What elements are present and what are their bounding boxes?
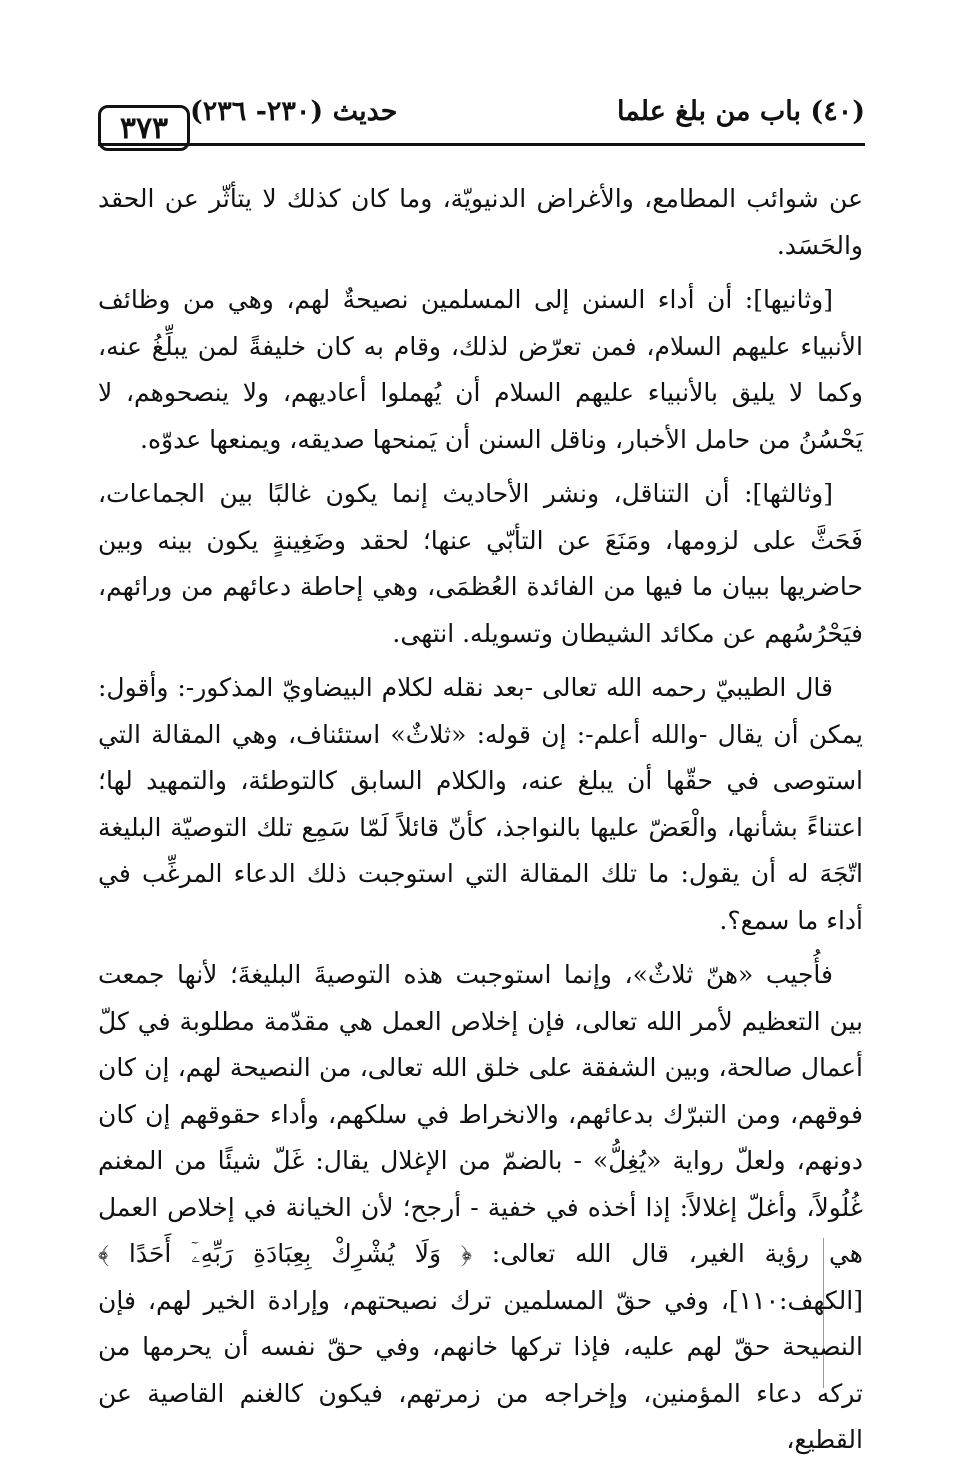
header-divider [98,143,865,146]
paragraph: [وثانيها]: أن أداء السنن إلى المسلمين نصيحةٌ لهم، وهي من وظائف الأنبياء عليهم السلام، فمن تعرّض لذلك، وقام به كان خليفةً لمن يبلِّغُ عنه، وكما لا يليق بالأنبياء عليهم السلام أن يُهملوا أعاديهم، ولا ينصحوهم، لا يَحْسُنُ من حامل الأخبار، وناقل السنن أن يَمنحها صديقه، ويمنعها عدوّه. [98,285,863,454]
hadith-range: حديث (٢٣٠- ٢٣٦) [190,96,398,127]
running-header [190,96,865,142]
paragraph: فأُجيب «هنّ ثلاثٌ»، وإنما استوجبت هذه التوصيةَ البليغةَ؛ لأنها جمعت بين التعظيم لأمر الله تعالى، فإن إخلاص العمل هي مقدّمة مطلوبة في كلّ أعمال صالحة، وبين الشفقة على خلق الله تعالى، من النصيحة لهم، إن كان فوقهم، ومن التبرّك بدعائهم، والانخراط في سلكهم، وأداء حقوقهم إن كان دونهم، ولعلّ رواية «يُغِلُّ» - بالضمّ من الإغلال يقال: غَلّ شيئًا من المغنم غُلُولاً، وأغلّ إغلالاً: إذا أخذه في خفية - أرجح؛ لأن الخيانة في إخلاص العمل هي رؤية الغير، قال الله تعالى: ﴿ وَلَا يُشْرِكْ بِعِبَادَةِ رَبِّهِۦٓ أَحَدًا ﴾ [الكهف:١١٠]، وفي حقّ المسلمين ترك نصيحتهم، وإرادة الخير لهم، فإن النصيحة حقّ لهم عليه، فإذا تركها خانهم، وفي حقّ نفسه أن يحرمها من تركه دعاء المؤمنين، وإخراجه من زمرتهم، فيكون كالغنم القاصية عن القطيع، [98,960,863,1454]
paragraph: قال الطيبيّ رحمه الله تعالى -بعد نقله لكلام البيضاويّ المذكور-: وأقول: يمكن أن يقال -والله أعلم-: إن قوله: «ثلاثٌ» استئناف، وهي المقالة التي استوصى في حقّها أن يبلغ عنه، والكلام السابق كالتوطئة، والتمهيد لها؛ اعتناءً بشأنها، والْعَضّ عليها بالنواجذ، كأنّ قائلاً لَمّا سَمِع تلك التوصيّة البليغة اتّجَهَ له أن يقول: ما تلك المقالة التي استوجبت ذلك الدعاء المرغِّب في أداء ما سمع؟. [98,673,863,935]
paragraph: [وثالثها]: أن التناقل، ونشر الأحاديث إنما يكون غالبًا بين الجماعات، فَحَثَّ على لزومها، ومَنَعَ عن التأبّي عنها؛ لحقد وضَغِينةٍ يكون بينه وبين حاضريها ببيان ما فيها من الفائدة العُظمَى، وهي إحاطة دعائهم من ورائهم، فيَحْرُسُهم عن مكائد الشيطان وتسويله. انتهى. [98,479,863,648]
chapter-title: (٤٠) باب من بلغ علما [616,96,865,127]
paragraph: عن شوائب المطامع، والأغراض الدنيويّة، وما كان كذلك لا يتأثّر عن الحقد والحَسَد. [98,184,863,260]
page-number: ٣٧٣ [98,105,190,151]
body-text [98,176,863,1472]
